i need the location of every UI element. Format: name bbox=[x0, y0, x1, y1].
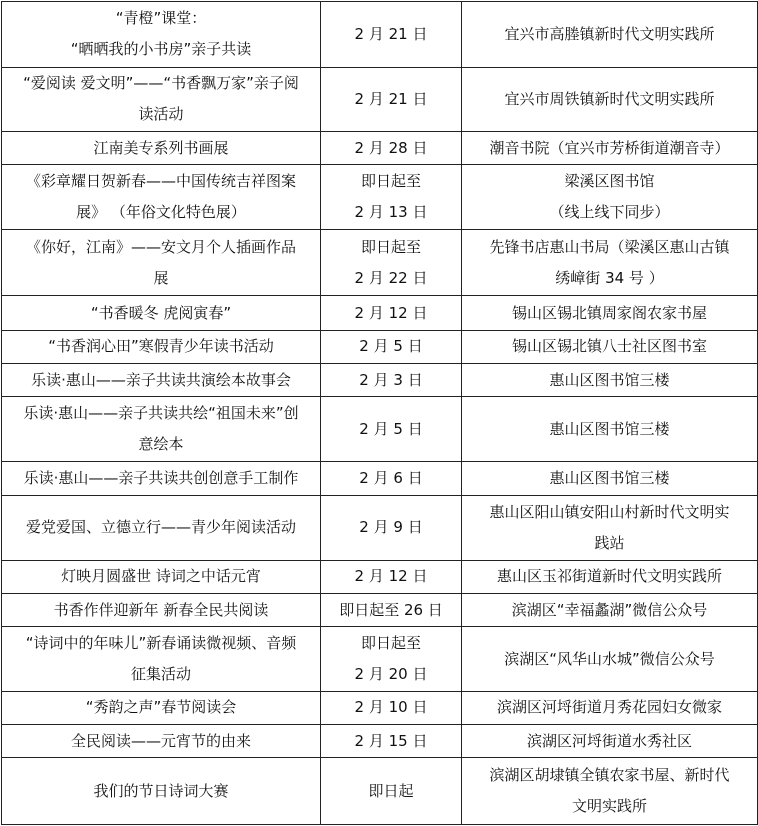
date-cell bbox=[321, 691, 462, 724]
activity-cell bbox=[2, 496, 321, 561]
activity-cell bbox=[2, 229, 321, 296]
activity-text: “书香润心田”寒假青少年读书活动 bbox=[48, 337, 274, 356]
date-text: 即日起至 bbox=[360, 237, 421, 256]
table-row bbox=[2, 461, 758, 495]
location-cell bbox=[462, 165, 758, 230]
date-text: 2 月 20 日 bbox=[354, 665, 428, 684]
activity-text: “书香暖冬 虎阅寅春” bbox=[90, 303, 232, 322]
date-text: 即日起至 bbox=[360, 172, 421, 191]
location-text: 宜兴市周铁镇新时代文明实践所 bbox=[504, 89, 715, 108]
activity-cell bbox=[2, 67, 321, 132]
location-cell bbox=[462, 627, 758, 692]
date-cell bbox=[321, 165, 462, 230]
events-table-body bbox=[2, 2, 758, 825]
activity-text: 《彩章耀日贺新春——中国传统吉祥图案 bbox=[25, 172, 296, 191]
location-text: 惠山区玉祁街道新时代文明实践所 bbox=[496, 567, 722, 586]
date-cell bbox=[321, 132, 462, 165]
activity-cell bbox=[2, 296, 321, 330]
table-row bbox=[2, 296, 758, 330]
date-cell bbox=[321, 461, 462, 495]
date-cell bbox=[321, 725, 462, 758]
date-text: 2 月 13 日 bbox=[354, 203, 428, 222]
date-cell bbox=[321, 397, 462, 462]
date-text: 2 月 3 日 bbox=[359, 370, 423, 389]
location-text: 滨湖区“风华山水城”微信公众号 bbox=[504, 649, 715, 668]
date-text: 2 月 6 日 bbox=[359, 469, 423, 488]
date-cell bbox=[321, 229, 462, 296]
location-text: 潮音书院（宜兴市芳桥街道潮音寺） bbox=[489, 138, 730, 157]
date-text: 2 月 15 日 bbox=[354, 731, 428, 750]
location-text: 锡山区锡北镇八士社区图书室 bbox=[511, 337, 707, 356]
table-row bbox=[2, 725, 758, 758]
activity-cell bbox=[2, 560, 321, 593]
location-text: 文明实践所 bbox=[571, 797, 647, 816]
location-text: 滨湖区“幸福蠡湖”微信公众号 bbox=[511, 600, 708, 619]
activity-cell bbox=[2, 165, 321, 230]
table-row bbox=[2, 691, 758, 724]
table-row bbox=[2, 560, 758, 593]
activity-text: 乐读·惠山——亲子共读共创创意手工制作 bbox=[23, 469, 299, 488]
activity-text: 全民阅读——元宵节的由来 bbox=[70, 731, 251, 750]
location-text: 绣嶂街 34 号 ） bbox=[555, 268, 664, 287]
location-cell bbox=[462, 560, 758, 593]
location-text: 惠山区阳山镇安阳山村新时代文明实 bbox=[489, 502, 730, 521]
location-text: （线上线下同步） bbox=[549, 203, 670, 222]
activity-text: 乐读·惠山——亲子共读共绘“祖国未来”创 bbox=[23, 404, 299, 423]
activity-text: 书香作伴迎新年 新春全民共阅读 bbox=[53, 600, 269, 619]
activity-text: “秀韵之声”春节阅读会 bbox=[85, 698, 237, 717]
location-cell bbox=[462, 397, 758, 462]
date-text: 2 月 5 日 bbox=[359, 419, 423, 438]
location-text: 惠山区图书馆三楼 bbox=[549, 370, 670, 389]
activity-text: “青橙”课堂： bbox=[115, 9, 207, 28]
location-text: 惠山区图书馆三楼 bbox=[549, 469, 670, 488]
activity-text: 征集活动 bbox=[130, 665, 191, 684]
activity-text: 乐读·惠山——亲子共读共演绘本故事会 bbox=[31, 370, 291, 389]
location-cell bbox=[462, 691, 758, 724]
table-row bbox=[2, 397, 758, 462]
date-cell bbox=[321, 593, 462, 626]
location-cell bbox=[462, 725, 758, 758]
activity-text: “诗词中的年味儿”新春诵读微视频、音频 bbox=[25, 634, 297, 653]
activity-cell bbox=[2, 627, 321, 692]
activity-cell bbox=[2, 725, 321, 758]
date-text: 即日起至 26 日 bbox=[339, 600, 443, 619]
location-cell bbox=[462, 593, 758, 626]
location-cell bbox=[462, 296, 758, 330]
table-row bbox=[2, 627, 758, 692]
location-cell bbox=[462, 67, 758, 132]
location-text: 践站 bbox=[594, 533, 625, 552]
table-row bbox=[2, 593, 758, 626]
activity-cell bbox=[2, 691, 321, 724]
activity-cell bbox=[2, 758, 321, 825]
date-cell bbox=[321, 2, 462, 68]
activity-text: 读活动 bbox=[138, 105, 184, 124]
activity-cell bbox=[2, 132, 321, 165]
activity-text: 展》 （年俗文化特色展） bbox=[76, 203, 246, 222]
location-text: 锡山区锡北镇周家阁农家书屋 bbox=[511, 303, 707, 322]
date-text: 2 月 9 日 bbox=[359, 518, 423, 537]
table-row bbox=[2, 364, 758, 397]
location-text: 滨湖区河埒街道水秀社区 bbox=[526, 731, 692, 750]
location-text: 宜兴市高塍镇新时代文明实践所 bbox=[504, 24, 715, 43]
date-text: 2 月 22 日 bbox=[354, 268, 428, 287]
location-text: 梁溪区图书馆 bbox=[564, 172, 655, 191]
location-cell bbox=[462, 132, 758, 165]
location-cell bbox=[462, 330, 758, 363]
date-text: 2 月 21 日 bbox=[354, 89, 428, 108]
table-row bbox=[2, 2, 758, 68]
location-cell bbox=[462, 364, 758, 397]
table-row bbox=[2, 165, 758, 230]
date-text: 即日起 bbox=[368, 781, 414, 800]
date-text: 2 月 21 日 bbox=[354, 24, 428, 43]
activity-text: 我们的节日诗词大赛 bbox=[93, 781, 229, 800]
activity-text: 意绘本 bbox=[138, 435, 184, 454]
location-cell bbox=[462, 496, 758, 561]
date-text: 2 月 10 日 bbox=[354, 698, 428, 717]
date-cell bbox=[321, 296, 462, 330]
date-cell bbox=[321, 364, 462, 397]
activity-text: “晒晒我的小书房”亲子共读 bbox=[70, 40, 252, 59]
activity-cell bbox=[2, 364, 321, 397]
activity-cell bbox=[2, 593, 321, 626]
table-row bbox=[2, 229, 758, 296]
date-cell bbox=[321, 560, 462, 593]
location-cell bbox=[462, 229, 758, 296]
activity-text: 《你好，江南》——安文月个人插画作品 bbox=[25, 237, 296, 256]
date-cell bbox=[321, 758, 462, 825]
location-cell bbox=[462, 758, 758, 825]
date-cell bbox=[321, 330, 462, 363]
activity-text: 江南美专系列书画展 bbox=[93, 138, 229, 157]
activity-text: 爱党爱国、立德立行——青少年阅读活动 bbox=[25, 518, 296, 537]
activity-text: 展 bbox=[153, 268, 169, 287]
events-table bbox=[1, 1, 758, 825]
date-cell bbox=[321, 67, 462, 132]
activity-text: 灯映月圆盛世 诗词之中话元宵 bbox=[61, 567, 261, 586]
table-row bbox=[2, 758, 758, 825]
date-text: 2 月 12 日 bbox=[354, 567, 428, 586]
location-text: 先锋书店惠山书局（梁溪区惠山古镇 bbox=[489, 237, 730, 256]
table-row bbox=[2, 132, 758, 165]
location-text: 惠山区图书馆三楼 bbox=[549, 419, 670, 438]
date-text: 即日起至 bbox=[360, 634, 421, 653]
location-text: 滨湖区胡埭镇全镇农家书屋、新时代 bbox=[489, 766, 730, 785]
location-cell bbox=[462, 461, 758, 495]
table-row bbox=[2, 496, 758, 561]
location-text: 滨湖区河埒街道月秀花园妇女微家 bbox=[496, 698, 722, 717]
date-text: 2 月 5 日 bbox=[359, 337, 423, 356]
activity-cell bbox=[2, 2, 321, 68]
table-row bbox=[2, 67, 758, 132]
activity-text: “爱阅读 爱文明”——“书香飘万家”亲子阅 bbox=[23, 74, 299, 93]
location-cell bbox=[462, 2, 758, 68]
date-cell bbox=[321, 496, 462, 561]
activity-cell bbox=[2, 461, 321, 495]
date-text: 2 月 12 日 bbox=[354, 303, 428, 322]
date-cell bbox=[321, 627, 462, 692]
activity-cell bbox=[2, 330, 321, 363]
activity-cell bbox=[2, 397, 321, 462]
table-row bbox=[2, 330, 758, 363]
date-text: 2 月 28 日 bbox=[354, 138, 428, 157]
